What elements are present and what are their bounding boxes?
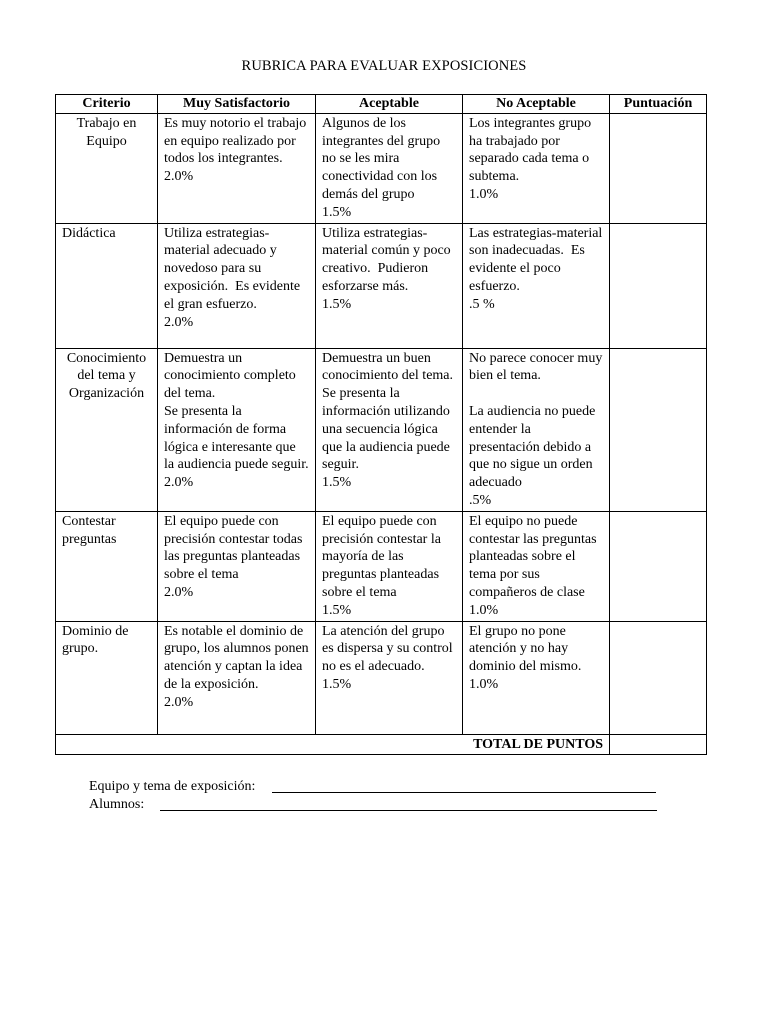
rubric-table bbox=[55, 94, 707, 755]
rubric-body bbox=[56, 113, 707, 734]
team-topic-line[interactable] bbox=[272, 792, 656, 793]
criterion-cell: Contestar preguntas bbox=[56, 511, 158, 621]
puntuacion-cell[interactable] bbox=[610, 223, 707, 348]
descriptor-text: Utiliza estrategias-material común y poco creativo. Pudieron esforzarse más. bbox=[322, 225, 455, 294]
score-value: 1.0% bbox=[469, 186, 499, 202]
descriptor-text: No parece conocer muy bien el tema. bbox=[469, 350, 606, 384]
descriptor-text: La audiencia no puede entender la presentación debido a que no sigue un orden adecuado bbox=[469, 403, 599, 491]
score-value: 1.0% bbox=[469, 602, 499, 618]
descriptor-text: El equipo no puede contestar las preguntas planteadas sobre el tema por sus compañeros de clase bbox=[469, 513, 601, 600]
descriptor-text: El equipo puede con precisión contestar todas las preguntas planteadas sobre el tema bbox=[164, 513, 306, 583]
score-value: 1.5% bbox=[322, 676, 352, 692]
no-aceptable-cell bbox=[463, 113, 610, 223]
score-value: 1.0% bbox=[469, 676, 499, 692]
total-row bbox=[56, 734, 707, 755]
blank-line bbox=[469, 385, 603, 403]
document-title: RUBRICA PARA EVALUAR EXPOSICIONES bbox=[241, 58, 527, 74]
muy-satisfactorio-cell bbox=[158, 223, 316, 348]
criterion-cell: Conocimiento del tema y Organización bbox=[56, 348, 158, 511]
descriptor-text: Los integrantes grupo ha trabajado por separado cada tema o subtema. bbox=[469, 115, 595, 185]
puntuacion-cell[interactable] bbox=[610, 348, 707, 511]
descriptor-text: Se presenta la información utilizando una secuencia lógica que la audiencia puede seguir. bbox=[322, 386, 454, 473]
total-label: TOTAL DE PUNTOS bbox=[56, 734, 610, 755]
score-value: .5% bbox=[469, 492, 492, 508]
score-value: 2.0% bbox=[164, 694, 194, 710]
rubric-header-row bbox=[56, 95, 707, 114]
rubric-row bbox=[56, 348, 707, 511]
rubric-row bbox=[56, 223, 707, 348]
score-value: 2.0% bbox=[164, 584, 194, 600]
header-aceptable: Aceptable bbox=[316, 95, 463, 114]
rubric-row bbox=[56, 511, 707, 621]
header-muy-satisfactorio: Muy Satisfactorio bbox=[158, 95, 316, 114]
students-line[interactable] bbox=[160, 810, 657, 811]
descriptor-text: Las estrategias-material son inadecuadas. Es evidente el poco esfuerzo. bbox=[469, 225, 606, 294]
no-aceptable-cell bbox=[463, 223, 610, 348]
descriptor-text: Algunos de los integrantes del grupo no se les mira conectividad con los demás del grupo bbox=[322, 115, 444, 202]
descriptor-text: Demuestra un conocimiento completo del tema. bbox=[164, 350, 300, 402]
team-topic-label: Equipo y tema de exposición: bbox=[89, 779, 256, 794]
descriptor-text: Es notable el dominio de grupo, los alumnos ponen atención y captan la idea de la exposición. bbox=[164, 623, 313, 692]
score-value: 2.0% bbox=[164, 169, 194, 185]
rubric-row bbox=[56, 621, 707, 734]
puntuacion-cell[interactable] bbox=[610, 621, 707, 734]
score-value: 1.5% bbox=[322, 296, 352, 312]
descriptor-text: Es muy notorio el trabajo en equipo realizado por todos los integrantes. bbox=[164, 115, 310, 167]
criterion-cell: Dominio de grupo. bbox=[56, 621, 158, 734]
muy-satisfactorio-cell bbox=[158, 621, 316, 734]
score-value: 1.5% bbox=[322, 475, 352, 491]
score-value: 1.5% bbox=[322, 204, 352, 220]
total-value-cell[interactable] bbox=[610, 734, 707, 755]
score-value: .5 % bbox=[469, 296, 495, 312]
score-value: 2.0% bbox=[164, 475, 194, 491]
descriptor-text: La atención del grupo es dispersa y su control no es el adecuado. bbox=[322, 623, 457, 675]
criterion-cell: Trabajo en Equipo bbox=[56, 113, 158, 223]
descriptor-text: El equipo puede con precisión contestar la mayoría de las preguntas planteadas sobre el tema bbox=[322, 513, 445, 600]
score-value: 1.5% bbox=[322, 602, 352, 618]
descriptor-text: El grupo no pone atención y no hay dominio del mismo. bbox=[469, 623, 582, 675]
descriptor-text: Se presenta la información de forma lógica e interesante que la audiencia puede seguir. bbox=[164, 403, 309, 473]
muy-satisfactorio-cell bbox=[158, 511, 316, 621]
students-label: Alumnos: bbox=[89, 797, 145, 812]
score-value: 2.0% bbox=[164, 314, 194, 330]
aceptable-cell bbox=[316, 113, 463, 223]
no-aceptable-cell bbox=[463, 511, 610, 621]
aceptable-cell bbox=[316, 348, 463, 511]
aceptable-cell bbox=[316, 621, 463, 734]
aceptable-cell bbox=[316, 223, 463, 348]
descriptor-text: Utiliza estrategias-material adecuado y novedoso para su exposición. Es evidente el gran esfuerzo. bbox=[164, 225, 304, 312]
puntuacion-cell[interactable] bbox=[610, 511, 707, 621]
header-no-aceptable: No Aceptable bbox=[463, 95, 610, 114]
descriptor-text: Demuestra un buen conocimiento del tema. bbox=[322, 350, 454, 384]
muy-satisfactorio-cell bbox=[158, 348, 316, 511]
muy-satisfactorio-cell bbox=[158, 113, 316, 223]
aceptable-cell bbox=[316, 511, 463, 621]
header-puntuacion: Puntuación bbox=[610, 95, 707, 114]
rubric-row bbox=[56, 113, 707, 223]
no-aceptable-cell bbox=[463, 621, 610, 734]
puntuacion-cell[interactable] bbox=[610, 113, 707, 223]
header-criterio: Criterio bbox=[56, 95, 158, 114]
criterion-cell: Didáctica bbox=[56, 223, 158, 348]
no-aceptable-cell bbox=[463, 348, 610, 511]
